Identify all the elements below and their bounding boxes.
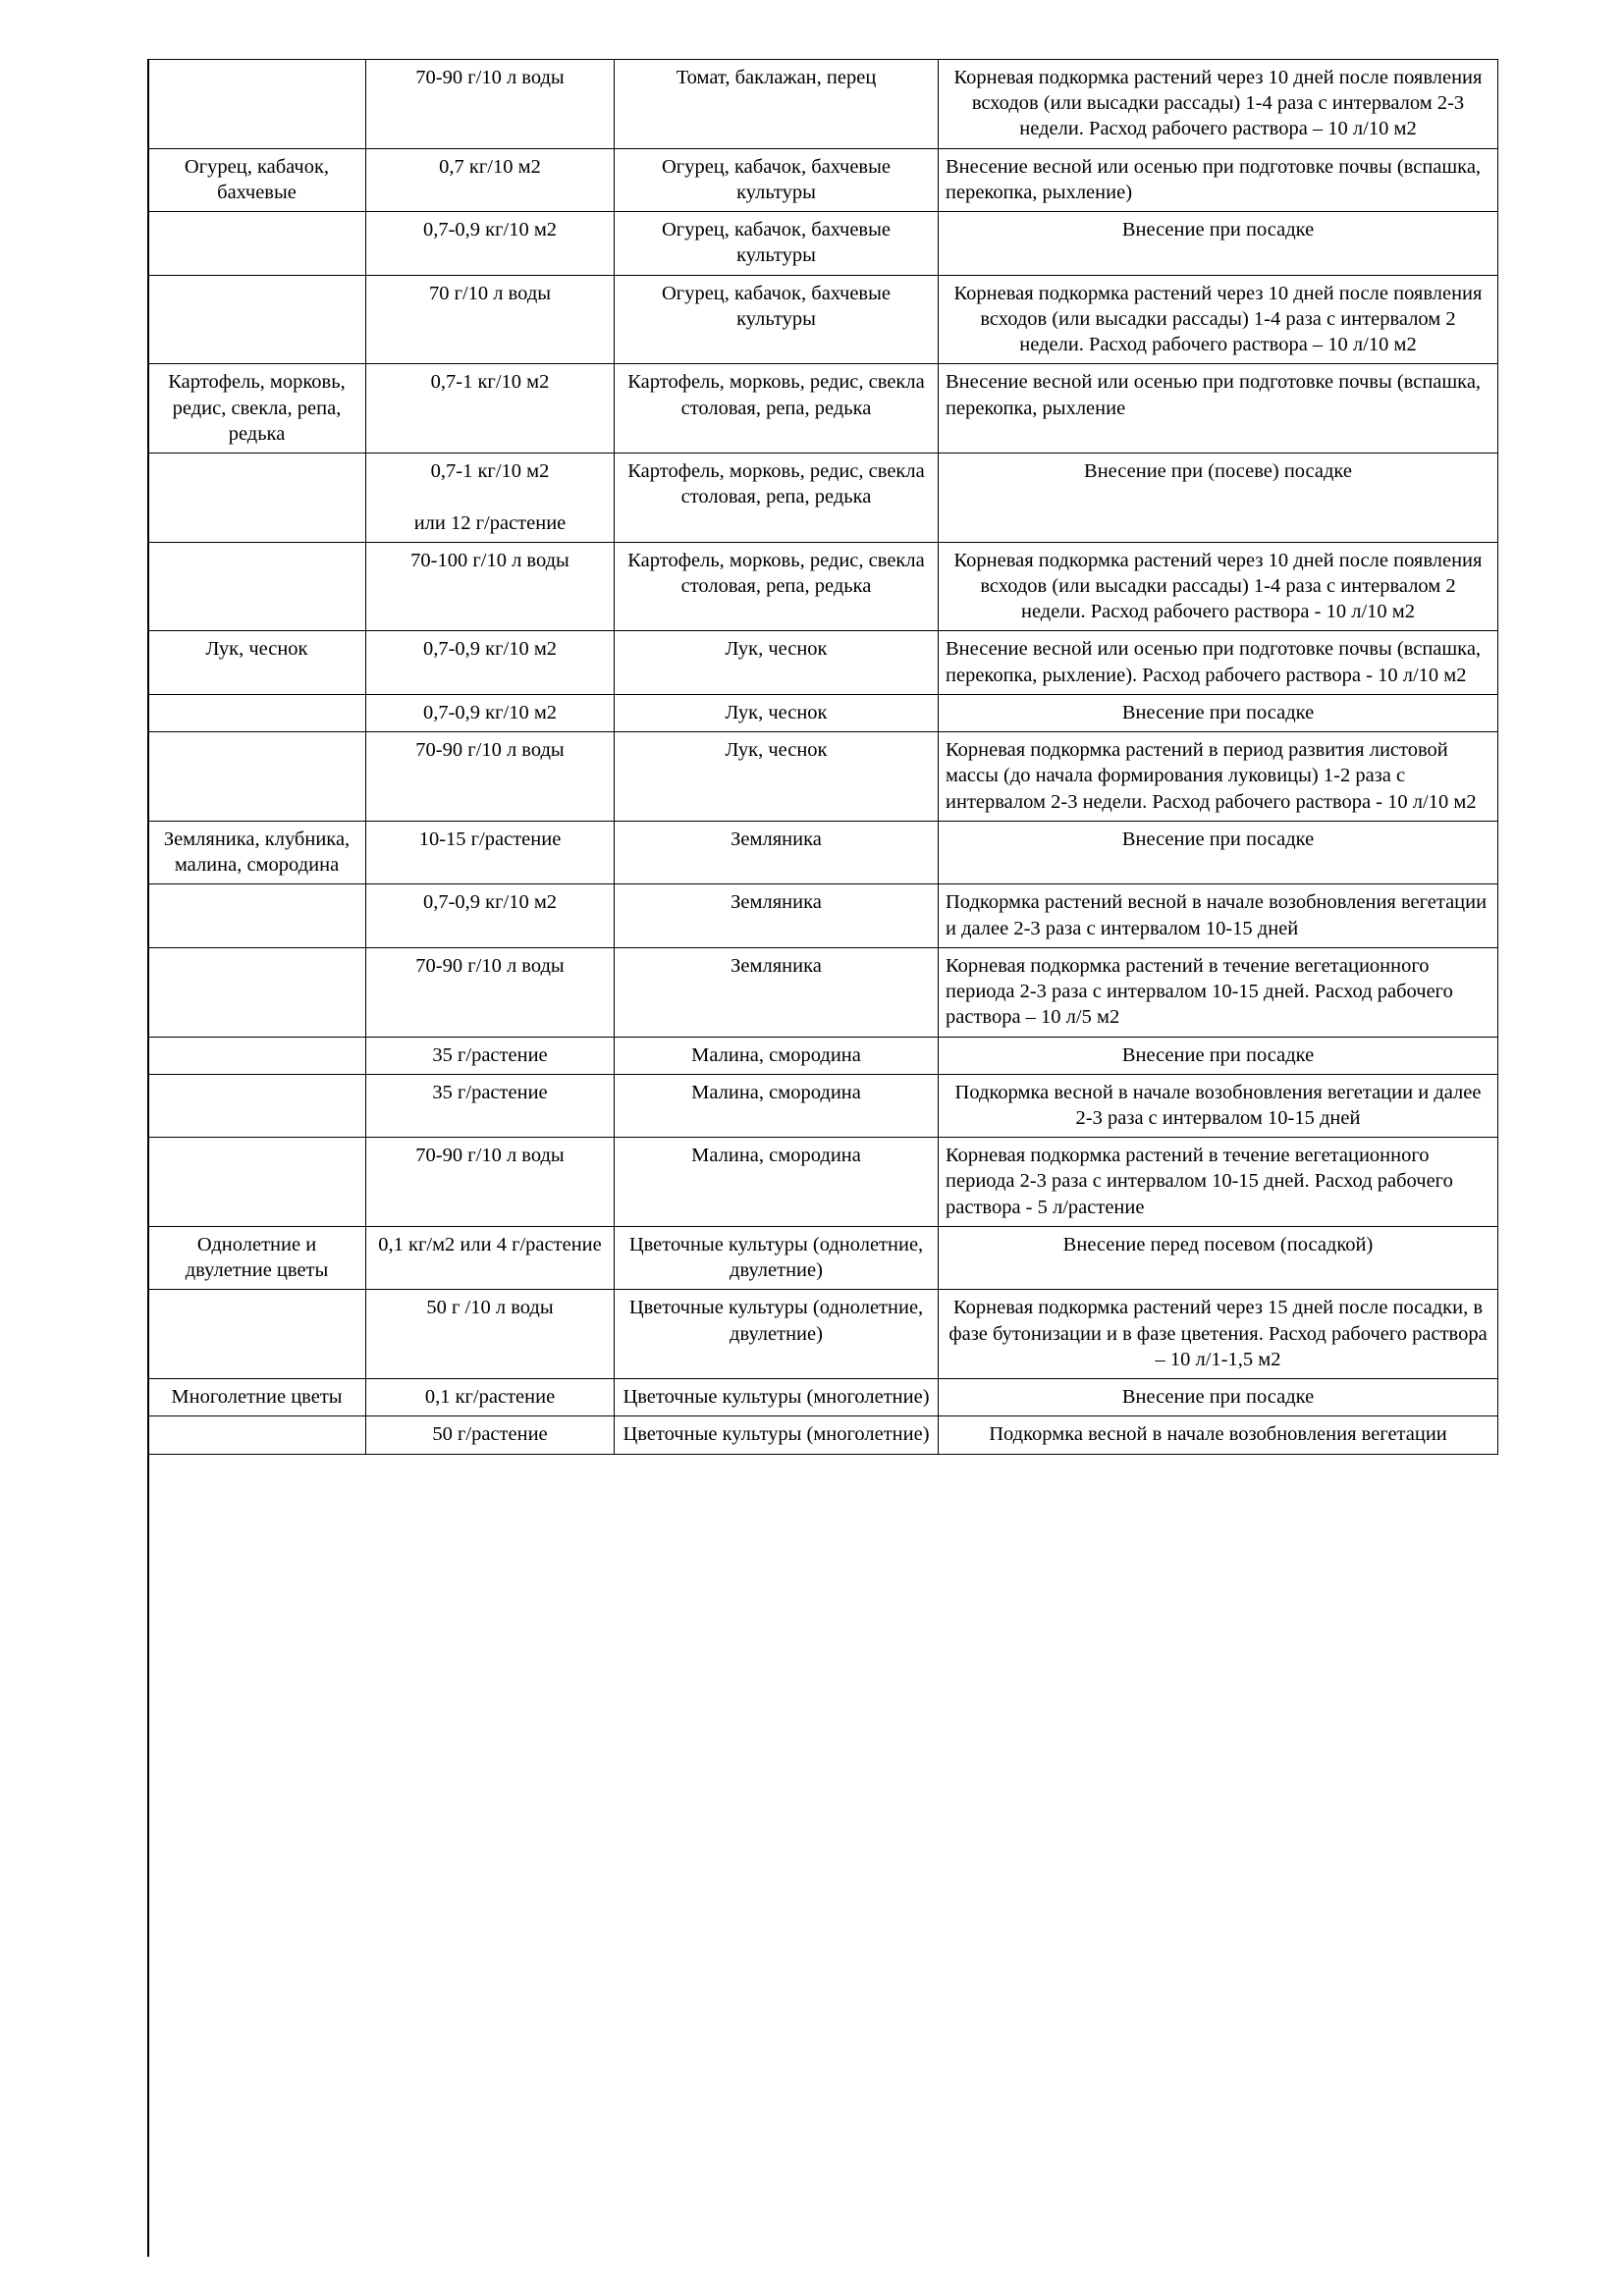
page-left-rule	[147, 59, 149, 2257]
cell-dose: 70-90 г/10 л воды	[366, 947, 615, 1037]
cell-note: Внесение при посадке	[939, 212, 1498, 275]
cell-note: Внесение при посадке	[939, 1037, 1498, 1074]
cell-culture: Огурец, кабачок, бахчевые культуры	[615, 212, 939, 275]
cell-culture: Земляника	[615, 947, 939, 1037]
cell-note: Внесение при посадке	[939, 694, 1498, 731]
cell-note: Корневая подкормка растений через 10 дней после появления всходов (или высадки рассады) 1-4 раза с интервалом 2 недели. Расход рабочего раствора - 10 л/10 м2	[939, 542, 1498, 631]
cell-crop	[148, 1290, 366, 1379]
cell-culture: Земляника	[615, 821, 939, 883]
table-row	[148, 732, 1498, 822]
cell-dose	[366, 454, 615, 543]
cell-note: Подкормка весной в начале возобновления вегетации и далее 2-3 раза с интервалом 10-15 дней	[939, 1074, 1498, 1137]
cell-dose: 70 г/10 л воды	[366, 275, 615, 364]
cell-culture: Картофель, морковь, редис, свекла столовая, репа, редька	[615, 364, 939, 454]
cell-note: Внесение весной или осенью при подготовке почвы (вспашка, перекопка, рыхление)	[939, 148, 1498, 211]
table-row	[148, 454, 1498, 543]
cell-crop	[148, 212, 366, 275]
table-row	[148, 1037, 1498, 1074]
cell-dose: 50 г/растение	[366, 1416, 615, 1454]
cell-dose-line1: 0,7-1 кг/10 м2	[430, 460, 550, 483]
cell-dose: 35 г/растение	[366, 1037, 615, 1074]
cell-note: Корневая подкормка растений через 15 дней после посадки, в фазе бутонизации и в фазе цветения. Расход рабочего раствора – 10 л/1-1,5 м2	[939, 1290, 1498, 1379]
cell-dose-line2: или 12 г/растение	[413, 511, 567, 534]
cell-crop: Земляника, клубника, малина, смородина	[148, 821, 366, 883]
cell-culture: Картофель, морковь, редис, свекла столовая, репа, редька	[615, 454, 939, 543]
cell-culture: Малина, смородина	[615, 1074, 939, 1137]
cell-note: Корневая подкормка растений в течение вегетационного периода 2-3 раза с интервалом 10-15 дней. Расход рабочего раствора - 5 л/растение	[939, 1138, 1498, 1227]
cell-crop	[148, 947, 366, 1037]
cell-crop	[148, 884, 366, 947]
cell-note: Подкормка весной в начале возобновления вегетации	[939, 1416, 1498, 1454]
table-row	[148, 884, 1498, 947]
cell-dose: 70-90 г/10 л воды	[366, 60, 615, 149]
cell-dose: 0,7-1 кг/10 м2	[366, 364, 615, 454]
cell-note: Внесение перед посевом (посадкой)	[939, 1226, 1498, 1289]
table-row	[148, 694, 1498, 731]
cell-note: Внесение при посадке	[939, 1379, 1498, 1416]
cell-dose: 70-100 г/10 л воды	[366, 542, 615, 631]
cell-culture: Малина, смородина	[615, 1037, 939, 1074]
cell-crop: Многолетние цветы	[148, 1379, 366, 1416]
table-row	[148, 1379, 1498, 1416]
cell-note: Внесение весной или осенью при подготовке почвы (вспашка, перекопка, рыхление	[939, 364, 1498, 454]
cell-dose: 70-90 г/10 л воды	[366, 1138, 615, 1227]
cell-culture: Цветочные культуры (однолетние, двулетние)	[615, 1226, 939, 1289]
cell-crop	[148, 542, 366, 631]
table-row	[148, 821, 1498, 883]
cell-dose: 0,1 кг/растение	[366, 1379, 615, 1416]
table-row	[148, 1226, 1498, 1289]
cell-dose: 0,7-0,9 кг/10 м2	[366, 694, 615, 731]
cell-dose: 70-90 г/10 л воды	[366, 732, 615, 822]
cell-note: Корневая подкормка растений через 10 дней после появления всходов (или высадки рассады) 1-4 раза с интервалом 2-3 недели. Расход рабочего раствора – 10 л/10 м2	[939, 60, 1498, 149]
cell-culture: Лук, чеснок	[615, 694, 939, 731]
cell-note: Внесение при посадке	[939, 821, 1498, 883]
cell-crop: Лук, чеснок	[148, 631, 366, 694]
application-rates-table	[147, 59, 1498, 1455]
cell-note: Корневая подкормка растений через 10 дней после появления всходов (или высадки рассады) 1-4 раза с интервалом 2 недели. Расход рабочего раствора – 10 л/10 м2	[939, 275, 1498, 364]
cell-crop: Однолетние и двулетние цветы	[148, 1226, 366, 1289]
cell-note: Подкормка растений весной в начале возобновления вегетации и далее 2-3 раза с интервалом 10-15 дней	[939, 884, 1498, 947]
cell-culture: Томат, баклажан, перец	[615, 60, 939, 149]
cell-note: Корневая подкормка растений в течение вегетационного периода 2-3 раза с интервалом 10-15 дней. Расход рабочего раствора – 10 л/5 м2	[939, 947, 1498, 1037]
cell-crop	[148, 275, 366, 364]
cell-dose: 0,7-0,9 кг/10 м2	[366, 212, 615, 275]
table-row	[148, 1138, 1498, 1227]
cell-note: Внесение при (посеве) посадке	[939, 454, 1498, 543]
cell-culture: Картофель, морковь, редис, свекла столовая, репа, редька	[615, 542, 939, 631]
cell-crop: Огурец, кабачок, бахчевые	[148, 148, 366, 211]
cell-crop	[148, 1074, 366, 1137]
cell-crop	[148, 1138, 366, 1227]
cell-crop	[148, 60, 366, 149]
table-row	[148, 364, 1498, 454]
cell-note: Корневая подкормка растений в период развития листовой массы (до начала формирования луковицы) 1-2 раза с интервалом 2-3 недели. Расход рабочего раствора - 10 л/10 м2	[939, 732, 1498, 822]
table-row	[148, 275, 1498, 364]
cell-crop	[148, 694, 366, 731]
table-row	[148, 1290, 1498, 1379]
cell-note: Внесение весной или осенью при подготовке почвы (вспашка, перекопка, рыхление). Расход рабочего раствора - 10 л/10 м2	[939, 631, 1498, 694]
cell-dose: 35 г/растение	[366, 1074, 615, 1137]
table-row	[148, 542, 1498, 631]
cell-dose: 0,7 кг/10 м2	[366, 148, 615, 211]
cell-culture: Огурец, кабачок, бахчевые культуры	[615, 148, 939, 211]
cell-culture: Земляника	[615, 884, 939, 947]
cell-culture: Малина, смородина	[615, 1138, 939, 1227]
cell-dose: 0,1 кг/м2 или 4 г/растение	[366, 1226, 615, 1289]
cell-crop: Картофель, морковь, редис, свекла, репа, редька	[148, 364, 366, 454]
table-row	[148, 212, 1498, 275]
cell-dose: 50 г /10 л воды	[366, 1290, 615, 1379]
cell-dose: 0,7-0,9 кг/10 м2	[366, 631, 615, 694]
cell-crop	[148, 1416, 366, 1454]
table-row	[148, 947, 1498, 1037]
cell-culture: Цветочные культуры (однолетние, двулетние)	[615, 1290, 939, 1379]
cell-dose: 0,7-0,9 кг/10 м2	[366, 884, 615, 947]
cell-culture: Лук, чеснок	[615, 631, 939, 694]
cell-culture: Цветочные культуры (многолетние)	[615, 1379, 939, 1416]
cell-crop	[148, 454, 366, 543]
table-row	[148, 631, 1498, 694]
cell-crop	[148, 732, 366, 822]
table-row	[148, 1416, 1498, 1454]
cell-crop	[148, 1037, 366, 1074]
table-row	[148, 60, 1498, 149]
table-row	[148, 148, 1498, 211]
table-row	[148, 1074, 1498, 1137]
cell-culture: Цветочные культуры (многолетние)	[615, 1416, 939, 1454]
cell-dose-gap	[373, 484, 607, 509]
cell-dose: 10-15 г/растение	[366, 821, 615, 883]
cell-culture: Огурец, кабачок, бахчевые культуры	[615, 275, 939, 364]
cell-culture: Лук, чеснок	[615, 732, 939, 822]
